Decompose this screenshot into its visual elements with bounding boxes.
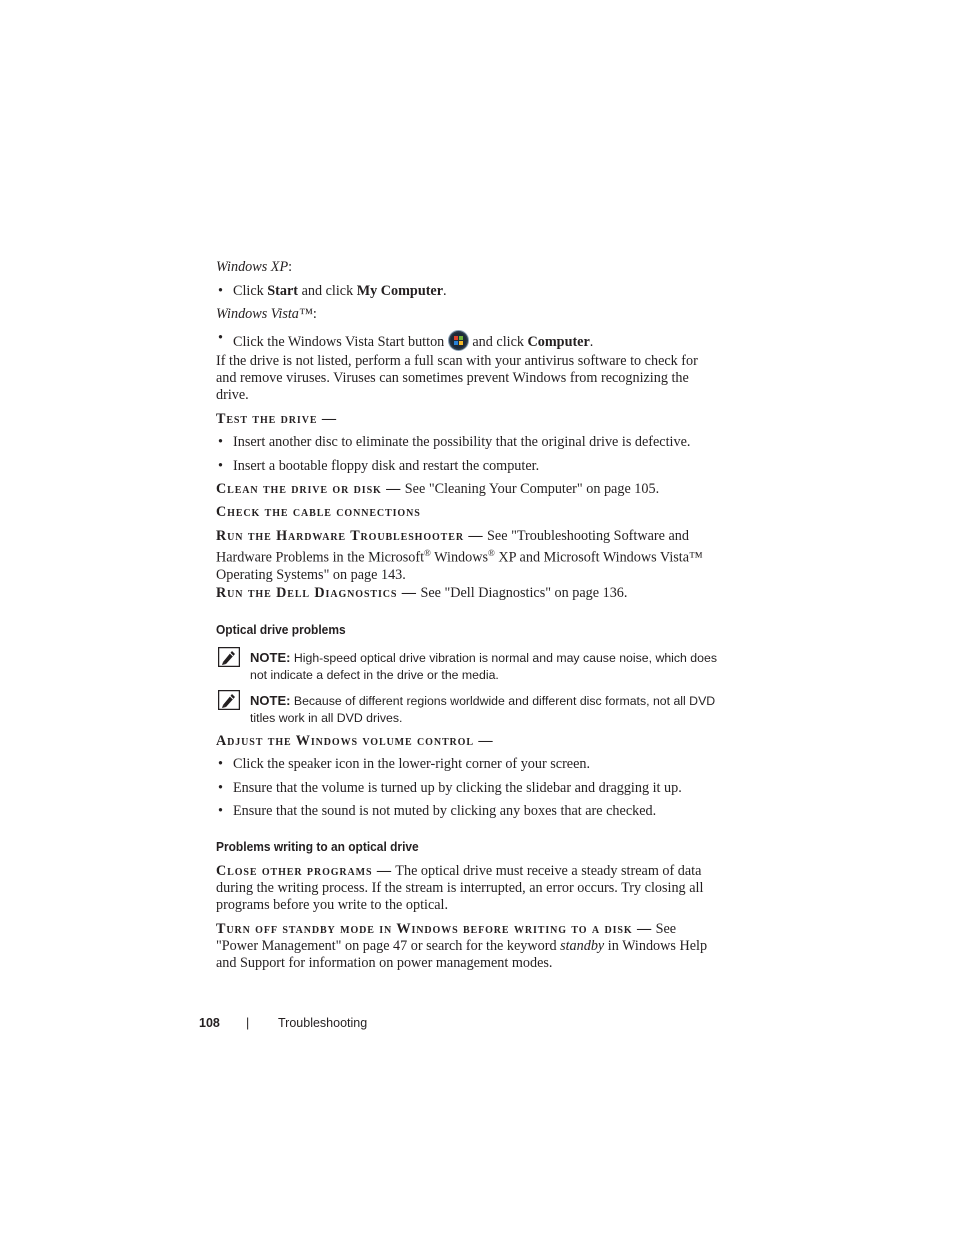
bullet-dot: • — [218, 283, 223, 299]
bullet-dot: • — [218, 458, 223, 474]
note-dvd-regions: NOTE: Because of different regions worldwide and different disc formats, not all DVD titles work in all DVD drives. — [250, 693, 716, 725]
footer-section-title: Troubleshooting — [278, 1016, 368, 1030]
bullet-dot: • — [218, 803, 223, 819]
vista-instruction: Click the Windows Vista Start button and click Computer. — [233, 330, 713, 351]
bullet-dot: • — [218, 756, 223, 772]
antivirus-paragraph: If the drive is not listed, perform a full scan with your antivirus software to check for and remove viruses. Viruses can sometimes prevent Windows from recognizing the drive. — [216, 353, 698, 403]
bullet-dot: • — [218, 780, 223, 796]
volume-control-heading: Adjust the Windows volume control — — [216, 733, 494, 749]
note-vibration: NOTE: High-speed optical drive vibration is normal and may cause noise, which does not indicate a defect in the drive or the media. — [250, 650, 717, 682]
bullet-dot: • — [218, 330, 223, 346]
list-item: Insert another disc to eliminate the possibility that the original drive is defective. — [233, 434, 691, 450]
list-item: Ensure that the volume is turned up by clicking the slidebar and dragging it up. — [233, 780, 682, 796]
os-label-xp: Windows XP: — [216, 259, 293, 275]
windows-start-icon — [448, 330, 469, 351]
check-cable-heading: Check the cable connections — [216, 504, 421, 520]
bullet-dot: • — [218, 434, 223, 450]
footer-separator: | — [246, 1016, 250, 1030]
os-label-vista: Windows Vista™: — [216, 306, 317, 322]
list-item: Ensure that the sound is not muted by clicking any boxes that are checked. — [233, 803, 657, 819]
xp-instruction: Click Start and click My Computer. — [233, 283, 447, 299]
clean-drive-paragraph: Clean the drive or disk — See "Cleaning Your Computer" on page 105. — [216, 481, 660, 497]
section-heading-writing: Problems writing to an optical drive — [216, 839, 419, 854]
note-pencil-icon — [218, 647, 240, 667]
section-heading-optical: Optical drive problems — [216, 622, 346, 637]
dell-diagnostics-paragraph: Run the Dell Diagnostics — See "Dell Diagnostics" on page 136. — [216, 585, 628, 601]
page-number: 108 — [199, 1016, 220, 1030]
test-drive-heading: Test the drive — — [216, 411, 337, 427]
list-item: Click the speaker icon in the lower-right corner of your screen. — [233, 756, 591, 772]
note-pencil-icon — [218, 690, 240, 710]
standby-paragraph: Turn off standby mode in Windows before writing to a disk — See "Power Management" on page 47 or search for the keyword standby in Windows Help and Support for information on power management modes. — [216, 921, 708, 971]
hardware-troubleshooter-paragraph: Run the Hardware Troubleshooter — See "Troubleshooting Software and Hardware Problems in the Microsoft® Windows® XP and Microsoft Windows Vista™ Operating Systems" on page 143. — [216, 528, 703, 583]
list-item: Insert a bootable floppy disk and restart the computer. — [233, 458, 540, 474]
close-programs-paragraph: Close other programs — The optical drive must receive a steady stream of data during the writing process. If the stream is interrupted, an error occurs. Try closing all programs before you write to the optical. — [216, 863, 704, 913]
